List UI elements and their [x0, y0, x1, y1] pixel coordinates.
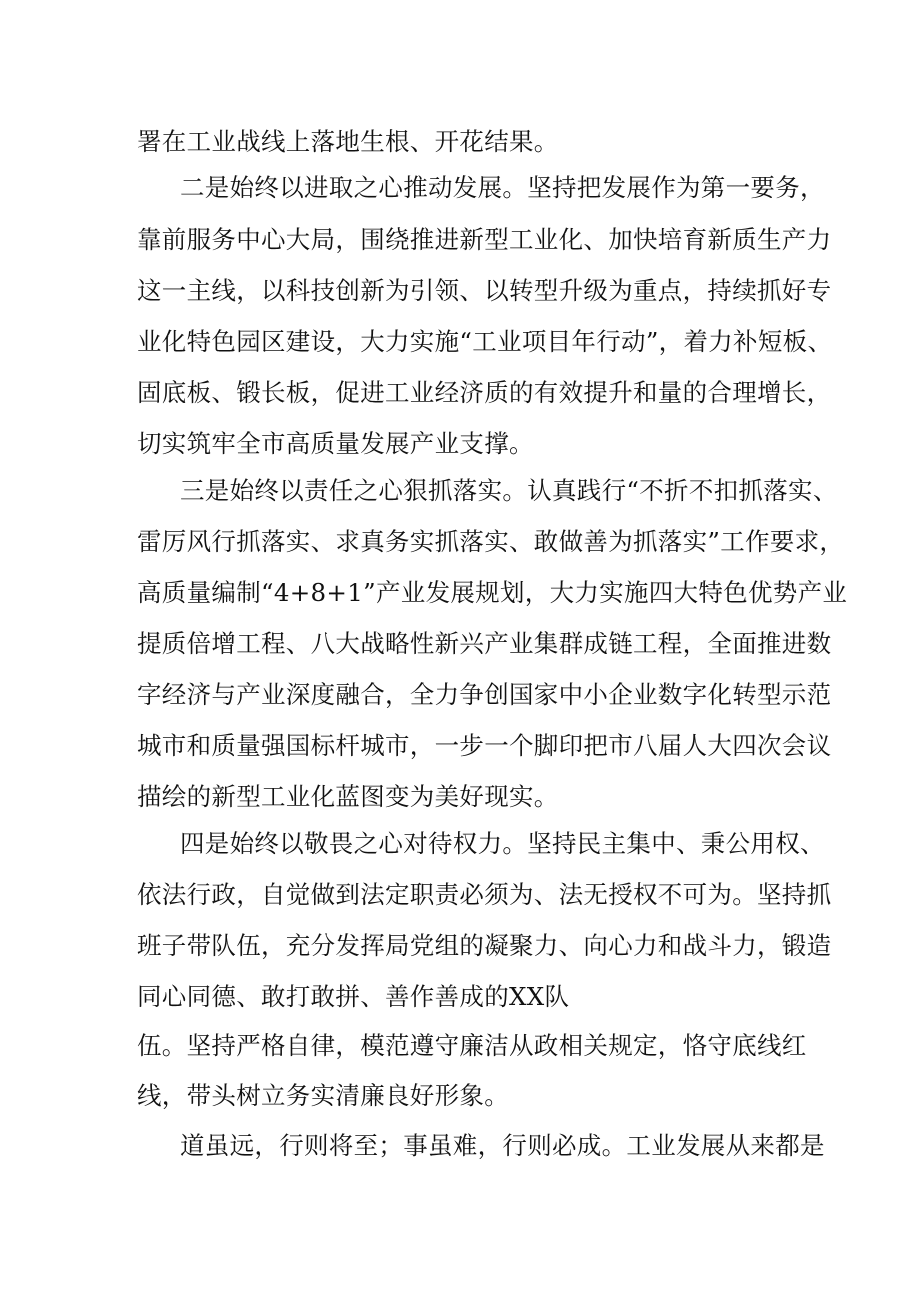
text-line: 高质量编制“4+8+1”产业发展规划，大力实施四大特色优势产业	[137, 578, 848, 607]
text-line: 依法行政，自觉做到法定职责必须为、法无授权不可为。坚持抓	[137, 880, 832, 909]
paragraph-two-heading-line: 二是始终以进取之心推动发展。坚持把发展作为第一要务，	[180, 173, 825, 202]
text-line: 这一主线，以科技创新为引领、以转型升级为重点，持续抓好专	[137, 276, 832, 305]
text-line: 署在工业战线上落地生根、开花结果。	[137, 127, 559, 156]
text-line: 切实筑牢全市高质量发展产业支撑。	[137, 429, 534, 458]
paragraph-four-heading-line: 四是始终以敬畏之心对待权力。坚持民主集中、秉公用权、	[180, 829, 825, 858]
text-line: 同心同德、敢打敢拼、善作善成的XX队	[137, 982, 570, 1011]
paragraph-three-heading-line: 三是始终以责任之心狠抓落实。认真践行“不折不扣抓落实、	[180, 476, 838, 505]
text-line: 靠前服务中心大局，围绕推进新型工业化、加快培育新质生产力	[137, 225, 832, 254]
closing-paragraph-line: 道虽远，行则将至；事虽难，行则必成。工业发展从来都是	[180, 1131, 825, 1160]
text-line: 城市和质量强国标杆城市，一步一个脚印把市八届人大四次会议	[137, 731, 832, 760]
text-line: 线，带头树立务实清廉良好形象。	[137, 1081, 509, 1110]
text-line: 雷厉风行抓落实、求真务实抓落实、敢做善为抓落实”工作要求，	[137, 527, 845, 556]
text-line: 固底板、锻长板，促进工业经济质的有效提升和量的合理增长，	[137, 378, 832, 407]
text-line: 伍。坚持严格自律，模范遵守廉洁从政相关规定，恪守底线红	[137, 1031, 807, 1060]
text-line: 字经济与产业深度融合，全力争创国家中小企业数字化转型示范	[137, 680, 832, 709]
text-line: 提质倍增工程、八大战略性新兴产业集群成链工程，全面推进数	[137, 629, 832, 658]
text-line: 业化特色园区建设，大力实施“工业项目年行动”，着力补短板、	[137, 327, 833, 356]
text-line: 描绘的新型工业化蓝图变为美好现实。	[137, 782, 559, 811]
text-line: 班子带队伍，充分发挥局党组的凝聚力、向心力和战斗力，锻造	[137, 931, 832, 960]
